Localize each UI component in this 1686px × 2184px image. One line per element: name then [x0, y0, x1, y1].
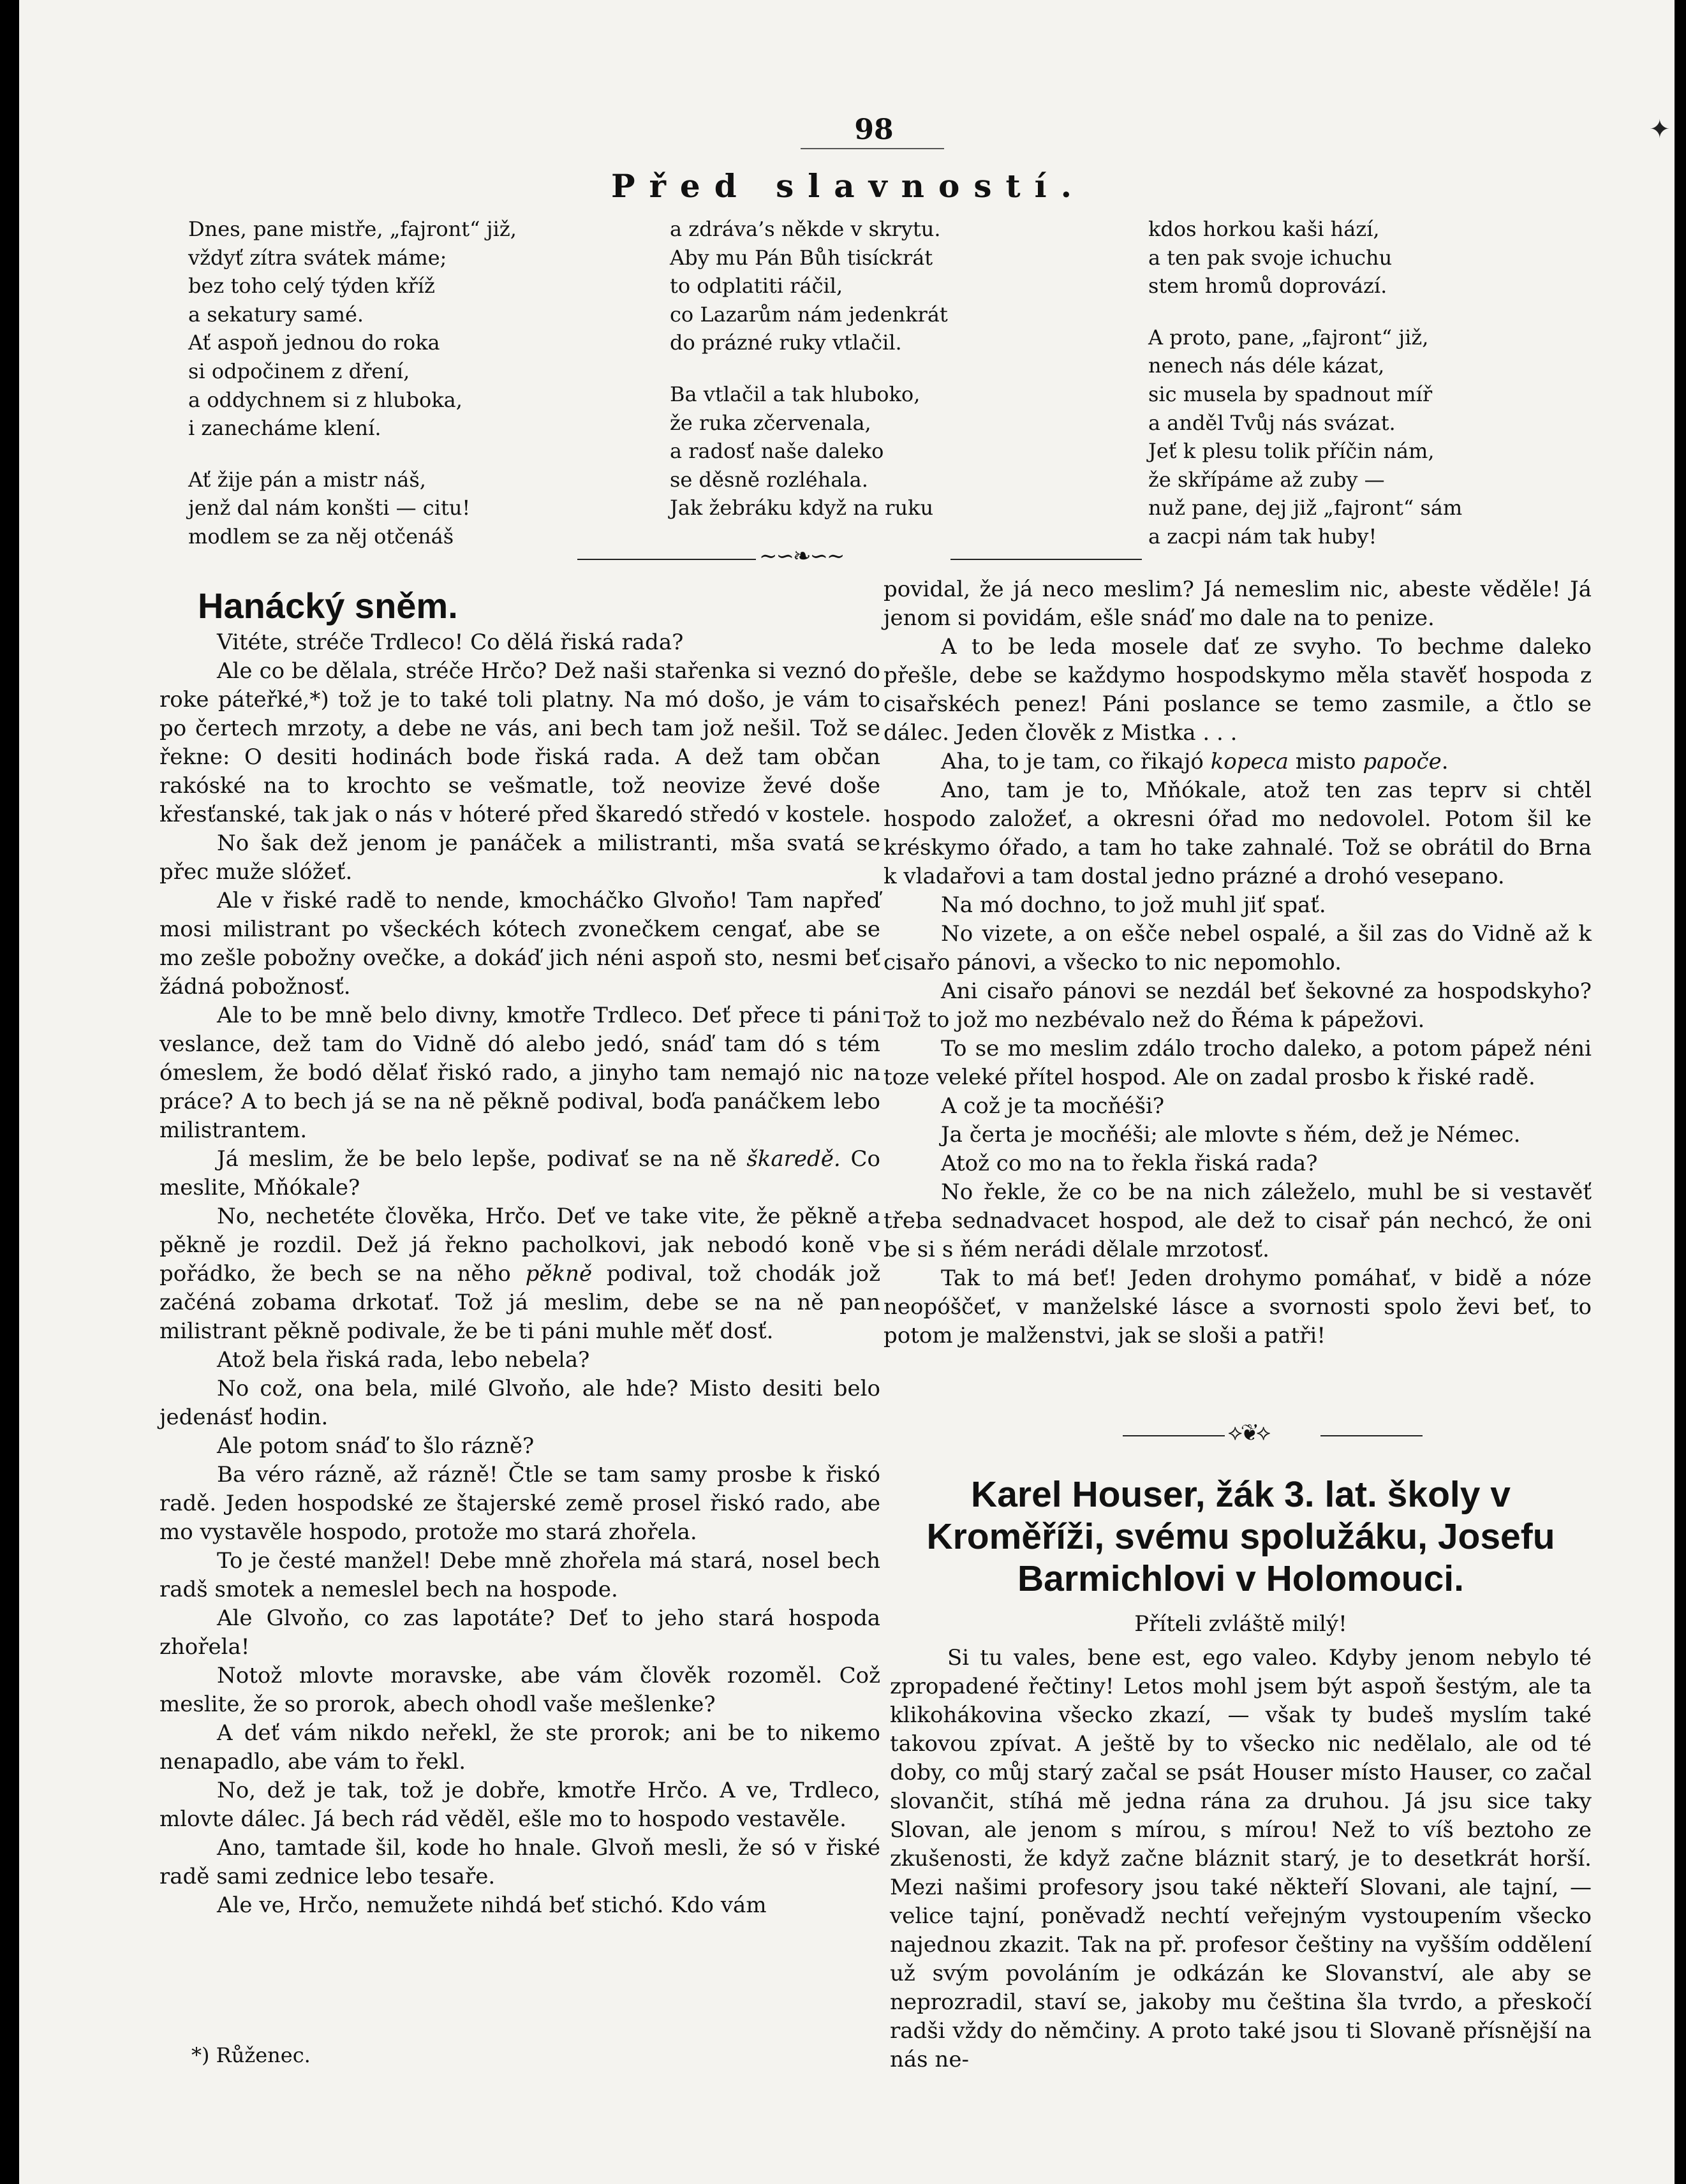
poem-col1-line: a oddychnem si z hluboka,	[188, 387, 462, 412]
newspaper-page	[19, 0, 1675, 2184]
section-end-ornament: ⟡❦⟡	[1228, 1420, 1269, 1445]
page-number-rule	[801, 148, 944, 149]
poem-col2-line: to odplatiti ráčil,	[670, 274, 843, 299]
hanacky-paragraph: Na mó dochno, to jož muhl jiť spať.	[941, 892, 1326, 918]
stanza-gap	[1148, 300, 1531, 323]
hanacky-left-text	[159, 628, 880, 1920]
poem-col2-line: Ba vtlačil a tak hluboko,	[670, 381, 921, 406]
hanacky-paragraph: Ja čerta je mocňéši; ale mlovte s ňém, dež je Némec.	[941, 1122, 1521, 1147]
poem-col2-line: Aby mu Pán Bůh tisíckrát	[670, 245, 933, 270]
page-number: 98	[854, 114, 894, 146]
hanacky-paragraph: Já meslim, že be belo lepše, podivať se na ně škaredě. Co meslite, Mňókale?	[159, 1146, 880, 1200]
poem-col1-line: vždyť zítra svátek máme;	[188, 245, 447, 270]
hanacky-paragraph: A což je ta mocňéši?	[941, 1093, 1165, 1119]
letter-salutation: Příteli zvláště milý!	[1134, 1611, 1347, 1637]
hanacky-paragraph: Ale Glvoňo, co zas lapotáte? Deť to jeho stará hospoda zhořela!	[159, 1605, 880, 1660]
hanacky-paragraph: Aha, to je tam, co řikajó kopeca misto papoče.	[941, 749, 1449, 774]
poem-col1-line: Ať aspoň jednou do roka	[188, 330, 440, 355]
poem-col3-line: A proto, pane, „fajront“ již,	[1148, 325, 1429, 350]
poem-col1-line: Ať žije pán a mistr náš,	[188, 467, 426, 492]
poem-col1-line: a sekatury samé.	[188, 302, 364, 327]
hanacky-paragraph: No což, ona bela, milé Glvoňo, ale hde? Misto desiti belo jedenásť hodin.	[159, 1376, 880, 1430]
hanacky-paragraph: Atož bela řiská rada, lebo nebela?	[217, 1347, 590, 1373]
hanacky-paragraph: Ba véro rázně, až rázně! Čtle se tam samy prosbe k řiskó radě. Jeden hospodské ze štajerské země prosel řiskó rado, abe mo vystavěle hospodo, protože mo stará zhořela.	[159, 1462, 880, 1545]
hanacky-paragraph: Ale v řiské radě to nende, kmocháčko Glvoňo! Tam napřeď mosi milistrant po všeckéch kótech zvonečkem cengať, abe se mo zešle pobožny ovečke, a dokáď jich néni aspoň sto, nesmi beť žádná pobožnosť.	[159, 888, 880, 1000]
hanacky-left-column	[159, 584, 880, 1920]
poem-col3-line: a ten pak svoje ichuchu	[1148, 245, 1393, 270]
poem-col2-line: Jak žebráku když na ruku	[670, 496, 934, 520]
poem-title: Před slavností.	[610, 167, 1086, 205]
poem-col3-line: kdos horkou kaši hází,	[1148, 217, 1380, 241]
hanacky-paragraph: Vitéte, stréče Trdleco! Co dělá řiská rada?	[217, 630, 684, 655]
poem-col3-line: sic musela by spadnout míř	[1148, 381, 1433, 406]
hanacky-right-text	[884, 575, 1592, 1350]
hanacky-paragraph: Ale ve, Hrčo, nemužete nihdá beť stichó. Kdo vám	[217, 1893, 767, 1918]
hanacky-paragraph: Ale potom snáď to šlo rázně?	[217, 1433, 535, 1459]
letter-title: Karel Houser, žák 3. lat. školy v Kroměříži, svému spolužáku, Josefu Barmichlovi v Holomouci.	[926, 1474, 1555, 1599]
footnote: *) Růženec.	[191, 2043, 311, 2067]
poem-col2-line: do prázné ruky vtlačil.	[670, 330, 902, 355]
poem-column-1	[188, 215, 584, 551]
poem-col1-line: bez toho celý týden kříž	[188, 274, 435, 299]
letter-body	[890, 1644, 1592, 2074]
poem-col1-line: modlem se za něj otčenáš	[188, 524, 454, 549]
poem-col2-line: že ruka zčervenala,	[670, 410, 871, 435]
poem-col1-line: jenž dal nám konšti — citu!	[188, 496, 471, 520]
poem-col3-line: nuž pane, dej již „fajront“ sám	[1148, 496, 1463, 520]
section-end-rule-left	[1123, 1435, 1225, 1436]
right-column	[884, 575, 1592, 1350]
poem-end-rule-left	[577, 559, 756, 560]
poem-col1-line: Dnes, pane mistře, „fajront“ již,	[188, 217, 517, 241]
poem-col3-line: že skřípáme až zuby —	[1148, 467, 1385, 492]
poem-col2-line: se děsně rozléhala.	[670, 467, 868, 492]
hanacky-paragraph: Ani cisařo pánovi se nezdál beť šekovné za hospodskyho? Tož to jož mo nezbévalo než do Řéma k pápežovi.	[884, 978, 1592, 1033]
hanacky-paragraph: Ano, tamtade šil, kode ho hnale. Glvoň mesli, že só v řiské radě sami zednice lebo tesaře.	[159, 1835, 880, 1889]
hanacky-paragraph: Atož co mo na to řekla řiská rada?	[941, 1151, 1318, 1176]
section-end-rule-right	[1320, 1435, 1423, 1436]
hanacky-paragraph: No vizete, a on ešče nebel ospalé, a šil zas do Vidně až k cisařo pánovi, a všecko to nic nepomohlo.	[884, 921, 1592, 975]
hanacky-paragraph: No, dež je tak, tož je dobře, kmotře Hrčo. A ve, Trdleco, mlovte dálec. Já bech rád věděl, ešle mo to hospodo vestavěle.	[159, 1778, 880, 1832]
letter-column	[890, 1473, 1592, 2074]
hanacky-paragraph: To je česté manžel! Debe mně zhořela má stará, nosel bech radš smotek a nemeslel bech na hospode.	[159, 1548, 880, 1602]
poem-col3-line: a zacpi nám tak huby!	[1148, 524, 1377, 549]
poem-column-3	[1148, 215, 1531, 551]
poem-col3-line: Jeť k plesu tolik příčin nám,	[1148, 439, 1435, 464]
hanacky-title: Hanácký sněm.	[198, 586, 458, 626]
hanacky-paragraph: povidal, že já neco meslim? Já nemeslim nic, abeste věděle! Já jenom si povidám, ešle snáď mo dale na to penize.	[884, 577, 1592, 631]
stanza-gap	[188, 443, 584, 466]
hanacky-paragraph: Notož mlovte moravske, abe vám člověk rozoměl. Což meslite, že so prorok, abech ohodl vaše mešlenke?	[159, 1663, 880, 1717]
poem-col1-line: si odpočinem z dření,	[188, 358, 410, 383]
poem-end-rule-right	[950, 559, 1142, 560]
stanza-gap	[670, 357, 1027, 380]
poem-col2-line: a zdráva’s někde v skrytu.	[670, 217, 941, 241]
poem-col3-line: a anděl Tvůj nás svázat.	[1148, 410, 1396, 435]
poem-col3-line: stem hromů doprovází.	[1148, 274, 1387, 299]
margin-mark: ✦	[1649, 115, 1671, 144]
poem-column-2	[670, 215, 1027, 522]
poem-col1-line: i zanecháme klení.	[188, 416, 381, 441]
hanacky-paragraph: No šak dež jenom je panáček a milistranti, mša svatá se přec muže slóžeť.	[159, 830, 880, 885]
hanacky-paragraph: A deť vám nikdo neřekl, že ste prorok; ani be to nikemo nenapadlo, abe vám to řekl.	[159, 1720, 880, 1774]
letter-paragraph: Si tu vales, bene est, ego valeo. Kdyby jenom nebylo té zpropadené řečtiny! Letos mohl jsem být aspoň šestým, ale ta klikohákovina všecko zkazí, — však ty budeš myslím také takovou zpívat. A ještě by to všecko nic nedělalo, ale od té doby, co můj starý začal se psát Houser místo Hauser, co začal slovančit, stíhá mě jedna rána za druhou. Já jsu sice taky Slovan, ale jenom s mírou, s mírou! Než to víš beztoho ze zkušenosti, že když začne bláznit starý, je to desetkrát horší. Mezi našimi profesory jsou také někteří Slovani, ale tajní, — velice tajní, poněvadž nechtí veřejným vystoupením všecko najednou zkazit. Tak na př. profesor češtiny na vyšším oddělení už svým povoláním je odkázán ke Slovanství, ale aby se neprozradil, staví se, jakoby mu čeština šla tvrdo, a přeskočí radši vždy do němčiny. A proto také jsou ti Slovaně přísnější na nás ne-	[890, 1645, 1592, 2072]
hanacky-paragraph: Ano, tam je to, Mňókale, atož ten zas teprv si chtěl hospodo založeť, a okresni óřad mo nedovolel. Potom šil ke kréskymo óřado, a tam ho take zahnalé. Tož se obrátil do Brna k vladařovi a tam dostal jedno prázné a drohó vesepano.	[884, 778, 1592, 889]
poem-col3-line: nenech nás déle kázat,	[1148, 353, 1385, 378]
hanacky-paragraph: To se mo meslim zdálo trocho daleko, a potom pápež néni toze veleké přítel hospod. Ale on zadal prosbo k řiské radě.	[884, 1036, 1592, 1090]
hanacky-paragraph: A to be leda mosele dať ze svyho. To bechme daleko přešle, debe se každymo hospodskymo měla stavěť hospoda z cisařskéch penez! Páni poslance se temo zasmile, a čtlo se dálec. Jeden člověk z Mistka . . .	[884, 634, 1592, 746]
poem-col2-line: a radosť naše daleko	[670, 439, 884, 464]
hanacky-paragraph: No, nechetéte člověka, Hrčo. Deť ve take vite, že pěkně a pěkně je rozdil. Dež já řekno pacholkovi, jak nebodó koně v pořádko, že bech se na něho pěkně podival, tož chodák jož začéná zobama drkotať. Tož já meslim, debe se na ně pan milistrant pěkně podivale, že be ti páni muhle měť dosť.	[159, 1204, 881, 1344]
poem-col2-line: co Lazarům nám jedenkrát	[670, 302, 948, 327]
hanacky-paragraph: No řekle, že co be na nich záleželo, muhl be si vestavěť třeba sednadvacet hospod, ale dež to cisař pán nechcó, že oni be si s ňém nerádi dělale mrzotosť.	[884, 1179, 1592, 1262]
hanacky-paragraph: Tak to má beť! Jeden drohymo pomáhať, v bidě a nóze neopóščeť, v manželské lásce a svornosti spolo ževi beť, to potom je malženstvi, jak se sloši a patři!	[884, 1265, 1592, 1348]
poem-end-ornament: ∼∽❧∽∼	[759, 543, 844, 569]
hanacky-paragraph: Ale to be mně belo divny, kmotře Trdleco. Deť přece ti páni veslance, dež tam do Vidně dó alebo jedó, snáď tam dó s tém ómeslem, že bodó dělať řiskó rado, a jinyho tam nemajó nic na práce? A to bech já se na ně pěkně podival, boďa panáčkem lebo milistrantem.	[159, 1003, 880, 1143]
hanacky-paragraph: Ale co be dělala, stréče Hrčo? Dež naši stařenka si veznó do roke páteřké,*) tož je to také toli platny. Na mó došo, je vám to po čertech mrzoty, a debe ne vás, ani bech tam jož nešil. Tož se řekne: O desiti hodinách bode řiská rada. A dež tam občan rakóské na to krochto se vešmatle, tož neovize ževé doše křesťanské, tak jak o nás v hóteré před škaredó středó v kostele.	[159, 658, 880, 827]
